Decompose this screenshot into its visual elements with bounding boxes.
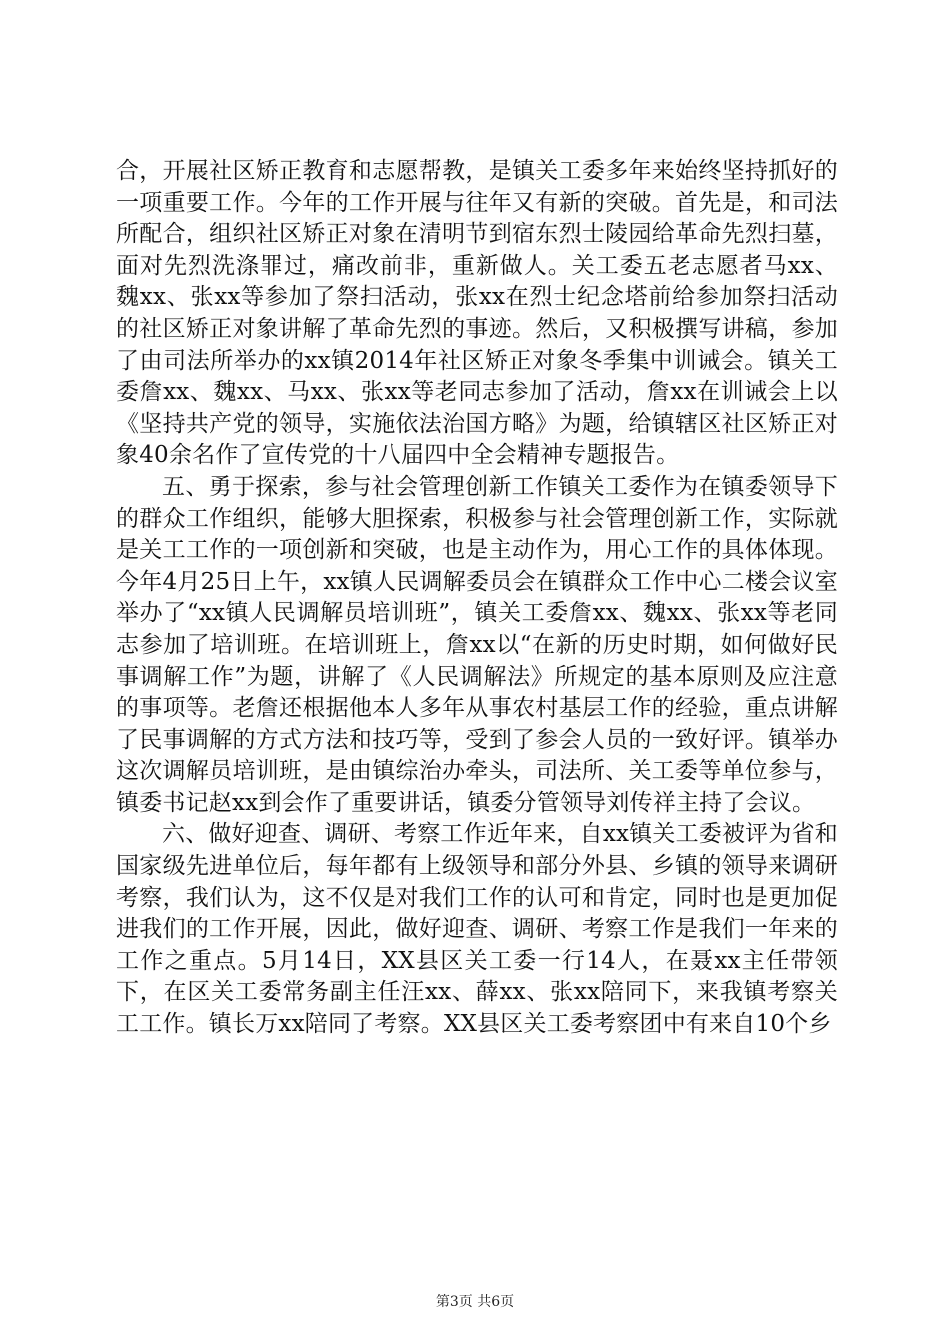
paragraph-section-five: 五、勇于探索，参与社会管理创新工作镇关工委作为在镇委领导下的群众工作组织，能够大胆探索，积极参与社会管理创新工作，实际就是关工工作的一项创新和突破，也是主动作为，用心工作的具体体现。今年4月25日上午，xx镇人民调解委员会在镇群众工作中心二楼会议室举办了“xx镇人民调解员培训班”，镇关工委詹xx、魏xx、张xx等老同志参加了培训班。在培训班上，詹xx以“在新的历史时期，如何做好民事调解工作”为题，讲解了《人民调解法》所规定的基本原则及应注意的事项等。老詹还根据他本人多年从事农村基层工作的经验，重点讲解了民事调解的方式方法和技巧等，受到了参会人员的一致好评。镇举办这次调解员培训班，是由镇综治办牵头，司法所、关工委等单位参与，镇委书记赵xx到会作了重要讲话，镇委分管领导刘传祥主持了会议。: [116, 473, 838, 816]
document-body: [116, 156, 838, 1041]
paragraph-community-correction: 合，开展社区矫正教育和志愿帮教，是镇关工委多年来始终坚持抓好的一项重要工作。今年的工作开展与往年又有新的突破。首先是，和司法所配合，组织社区矫正对象在清明节到宿东烈士陵园给革命先烈扫墓，面对先烈洗涤罪过，痛改前非，重新做人。关工委五老志愿者马xx、魏xx、张xx等参加了祭扫活动，张xx在烈士纪念塔前给参加祭扫活动的社区矫正对象讲解了革命先烈的事迹。然后，又积极撰写讲稿，参加了由司法所举办的xx镇2014年社区矫正对象冬季集中训诫会。镇关工委詹xx、魏xx、马xx、张xx等老同志参加了活动，詹xx在训诫会上以《坚持共产党的领导，实施依法治国方略》为题，给镇辖区社区矫正对象40余名作了宣传党的十八届四中全会精神专题报告。: [116, 158, 838, 469]
page-number-footer: 第3页 共6页: [435, 1294, 515, 1310]
paragraph-section-six: 六、做好迎查、调研、考察工作近年来，自xx镇关工委被评为省和国家级先进单位后，每年都有上级领导和部分外县、乡镇的领导来调研考察，我们认为，这不仅是对我们工作的认可和肯定，同时也是更加促进我们的工作开展，因此，做好迎查、调研、考察工作是我们一年来的工作之重点。5月14日，XX县区关工委一行14人，在聂xx主任带领下，在区关工委常务副主任汪xx、薛xx、张xx陪同下，来我镇考察关工工作。镇长万xx陪同了考察。XX县区关工委考察团中有来自10个乡: [116, 821, 838, 1038]
